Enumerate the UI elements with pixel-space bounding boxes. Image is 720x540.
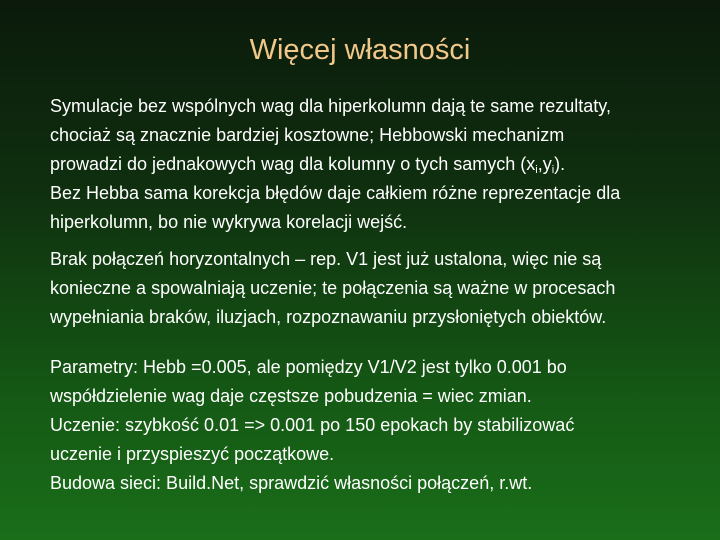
text-line: Uczenie: szybkość 0.01 => 0.001 po 150 epokach by stabilizować: [50, 415, 575, 435]
text-line: konieczne a spowalniają uczenie; te połączenia są ważne w procesach: [50, 278, 616, 298]
text-line: [50, 150, 700, 179]
text-line: Budowa sieci: Build.Net, sprawdzić własności połączeń, r.wt.: [50, 473, 533, 493]
text-line: chociaż są znacznie bardziej kosztowne; Hebbowski mechanizm: [50, 125, 565, 145]
text-line: Symulacje bez wspólnych wag dla hiperkolumn dają te same rezultaty,: [50, 96, 611, 116]
paragraph-horizontal-connections: [50, 245, 700, 332]
slide-body: [50, 92, 700, 498]
text-segment: ).: [554, 154, 566, 174]
paragraph-parameters: [50, 353, 700, 498]
text-line: hiperkolumn, bo nie wykrywa korelacji wejść.: [50, 212, 408, 232]
text-line: uczenie i przyspieszyć początkowe.: [50, 444, 335, 464]
slide-title: Więcej własności: [249, 34, 471, 66]
text-segment: prowadzi do jednakowych wag dla kolumny o tych samych (x: [50, 154, 536, 174]
text-line: wypełniania braków, iluzjach, rozpoznawaniu przysłoniętych obiektów.: [50, 307, 607, 327]
subscript-i: i: [551, 164, 555, 176]
text-line: Parametry: Hebb =0.005, ale pomiędzy V1/V2 jest tylko 0.001 bo: [50, 357, 567, 377]
text-segment: ,y: [537, 154, 552, 174]
subscript-i: i: [535, 164, 538, 176]
paragraph-weight-sharing: [50, 92, 700, 237]
text-line: współdzielenie wag daje częstsze pobudzenia = wiec zmian.: [50, 386, 532, 406]
text-line: Bez Hebba sama korekcja błędów daje całkiem różne reprezentacje dla: [50, 183, 621, 203]
text-line: Brak połączeń horyzontalnych – rep. V1 jest już ustalona, więc nie są: [50, 249, 602, 269]
